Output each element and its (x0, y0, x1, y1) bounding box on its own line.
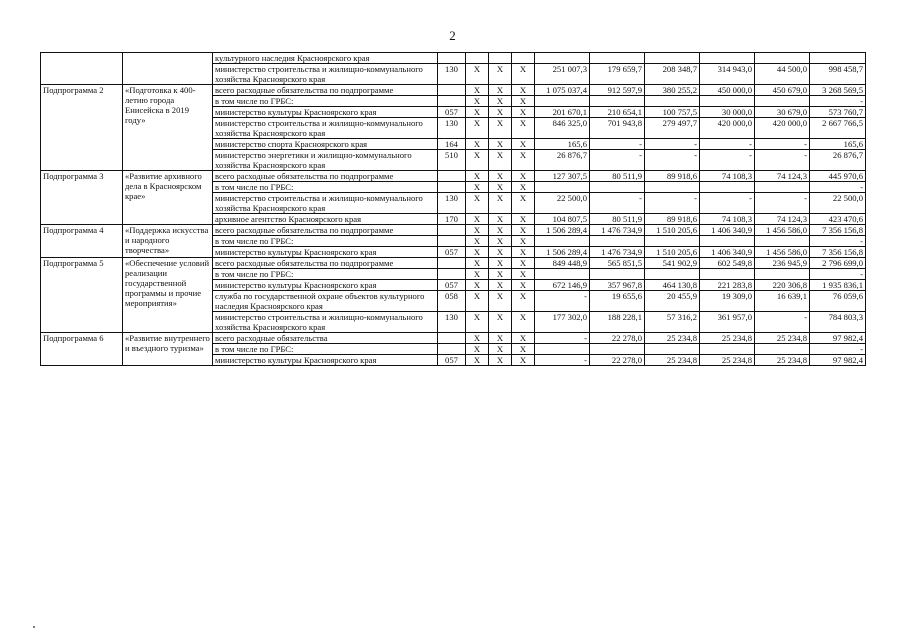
year-value-cell: 80 511,9 (590, 214, 645, 225)
ministry-label-cell: министерство строительства и жилищно-коммунального хозяйства Красноярского края (213, 193, 438, 214)
year-value-cell: 236 945,9 (755, 258, 810, 269)
year-value-cell: 201 670,1 (535, 107, 590, 118)
year-value-cell: - (645, 150, 700, 171)
year-value-cell: 74 124,3 (755, 214, 810, 225)
x-mark-cell: X (466, 85, 489, 96)
total-value-cell: - (810, 344, 866, 355)
ministry-label-cell: министерство культуры Красноярского края (213, 355, 438, 366)
year-value-cell: 19 309,0 (700, 291, 755, 312)
year-value-cell: 1 510 205,6 (645, 247, 700, 258)
grbs-code-cell: 164 (438, 139, 466, 150)
x-mark-cell: X (489, 247, 512, 258)
year-value-cell: 104 807,5 (535, 214, 590, 225)
total-value-cell: 784 803,3 (810, 312, 866, 333)
subprogram-id-cell: Подпрограмма 3 (41, 171, 123, 225)
year-value-cell: 57 316,2 (645, 312, 700, 333)
x-mark-cell: X (466, 247, 489, 258)
total-value-cell: - (810, 269, 866, 280)
x-mark-cell: X (489, 118, 512, 139)
grbs-code-cell (438, 171, 466, 182)
total-value-cell: 423 470,6 (810, 214, 866, 225)
x-mark-cell: X (512, 344, 535, 355)
year-value-cell: 1 506 289,4 (535, 225, 590, 236)
table-row (41, 85, 866, 96)
total-value-cell: - (810, 236, 866, 247)
year-value-cell (535, 269, 590, 280)
total-value-cell: 1 935 836,1 (810, 280, 866, 291)
x-mark-cell: X (489, 312, 512, 333)
x-mark-cell: X (489, 64, 512, 85)
year-value-cell: 74 108,3 (700, 214, 755, 225)
x-mark-cell: X (489, 150, 512, 171)
grbs-code-cell (438, 85, 466, 96)
year-value-cell (645, 269, 700, 280)
x-mark-cell: X (489, 258, 512, 269)
year-value-cell: 22 500,0 (535, 193, 590, 214)
x-mark-cell: X (489, 214, 512, 225)
subprogram-name-cell: «Развитие архивного дела в Красноярском крае» (123, 171, 213, 225)
subprogram-id-cell: Подпрограмма 5 (41, 258, 123, 333)
table-row (41, 258, 866, 269)
year-value-cell: - (755, 150, 810, 171)
year-value-cell: 420 000,0 (755, 118, 810, 139)
year-value-cell: - (590, 150, 645, 171)
x-mark-cell: X (512, 312, 535, 333)
x-mark-cell: X (466, 171, 489, 182)
grbs-code-cell: 130 (438, 64, 466, 85)
year-value-cell (535, 96, 590, 107)
x-mark-cell: X (466, 344, 489, 355)
year-value-cell: 565 851,5 (590, 258, 645, 269)
x-mark-cell: X (489, 85, 512, 96)
year-value-cell: 100 757,5 (645, 107, 700, 118)
year-value-cell: 450 000,0 (700, 85, 755, 96)
subprogram-id-cell: Подпрограмма 6 (41, 333, 123, 366)
year-value-cell: 80 511,9 (590, 171, 645, 182)
x-mark-cell: X (489, 333, 512, 344)
empty-cell (512, 53, 535, 64)
x-mark-cell: X (512, 333, 535, 344)
year-value-cell: - (755, 193, 810, 214)
x-mark-cell: X (489, 269, 512, 280)
ministry-label-cell: министерство строительства и жилищно-коммунального хозяйства Красноярского края (213, 118, 438, 139)
x-mark-cell: X (466, 280, 489, 291)
year-value-cell: 672 146,9 (535, 280, 590, 291)
x-mark-cell: X (466, 333, 489, 344)
year-value-cell (590, 96, 645, 107)
table-row (41, 225, 866, 236)
grbs-code-cell (438, 96, 466, 107)
table-row (41, 333, 866, 344)
x-mark-cell: X (489, 280, 512, 291)
year-value-cell (700, 236, 755, 247)
year-value-cell: 89 918,6 (645, 214, 700, 225)
grbs-code-cell: 510 (438, 150, 466, 171)
subprogram-name-cell: «Поддержка искусства и народного творчества» (123, 225, 213, 258)
ministry-label-cell: министерство строительства и жилищно-коммунального хозяйства Красноярского края (213, 64, 438, 85)
year-value-cell: 188 228,1 (590, 312, 645, 333)
total-value-cell: 165,6 (810, 139, 866, 150)
ministry-label-cell: министерство культуры Красноярского края (213, 247, 438, 258)
grbs-code-cell (438, 225, 466, 236)
year-value-cell (645, 344, 700, 355)
year-value-cell: - (590, 193, 645, 214)
grbs-code-cell (438, 344, 466, 355)
ministry-label-cell: в том числе по ГРБС: (213, 344, 438, 355)
year-value-cell: 849 448,9 (535, 258, 590, 269)
year-value-cell (645, 236, 700, 247)
subprogram-name-cell: «Развитие внутреннего и въездного туризма» (123, 333, 213, 366)
x-mark-cell: X (466, 291, 489, 312)
year-value-cell: 74 108,3 (700, 171, 755, 182)
x-mark-cell: X (489, 107, 512, 118)
grbs-code-cell: 170 (438, 214, 466, 225)
subprogram-id-cell: Подпрограмма 2 (41, 85, 123, 171)
year-value-cell: 165,6 (535, 139, 590, 150)
year-value-cell: 30 000,0 (700, 107, 755, 118)
year-value-cell: 210 654,1 (590, 107, 645, 118)
x-mark-cell: X (512, 247, 535, 258)
year-value-cell (755, 182, 810, 193)
x-mark-cell: X (512, 107, 535, 118)
year-value-cell (645, 182, 700, 193)
x-mark-cell: X (466, 107, 489, 118)
year-value-cell: 127 307,5 (535, 171, 590, 182)
grbs-code-cell: 130 (438, 312, 466, 333)
year-value-cell: 380 255,2 (645, 85, 700, 96)
year-value-cell: 1 476 734,9 (590, 225, 645, 236)
empty-cell (645, 53, 700, 64)
year-value-cell (755, 344, 810, 355)
ministry-label-cell: министерство культуры Красноярского края (213, 280, 438, 291)
grbs-code-cell: 057 (438, 280, 466, 291)
year-value-cell: 25 234,8 (645, 355, 700, 366)
year-value-cell: - (535, 355, 590, 366)
year-value-cell: - (645, 193, 700, 214)
year-value-cell: - (535, 333, 590, 344)
x-mark-cell: X (512, 182, 535, 193)
total-value-cell: 97 982,4 (810, 333, 866, 344)
x-mark-cell: X (489, 355, 512, 366)
total-value-cell: - (810, 96, 866, 107)
x-mark-cell: X (489, 96, 512, 107)
table-row (41, 53, 866, 64)
year-value-cell: 25 234,8 (645, 333, 700, 344)
x-mark-cell: X (512, 171, 535, 182)
subprogram-name-cell (123, 53, 213, 85)
year-value-cell: 221 283,8 (700, 280, 755, 291)
ministry-label-cell: в том числе по ГРБС: (213, 96, 438, 107)
year-value-cell: - (645, 139, 700, 150)
year-value-cell: - (700, 193, 755, 214)
year-value-cell: 314 943,0 (700, 64, 755, 85)
year-value-cell (535, 344, 590, 355)
year-value-cell: 220 306,8 (755, 280, 810, 291)
ministry-label-cell: всего расходные обязательства по подпрограмме (213, 85, 438, 96)
year-value-cell: 22 278,0 (590, 333, 645, 344)
year-value-cell: 1 075 037,4 (535, 85, 590, 96)
year-value-cell (755, 96, 810, 107)
year-value-cell (755, 269, 810, 280)
year-value-cell: 25 234,8 (755, 355, 810, 366)
year-value-cell (535, 236, 590, 247)
empty-cell (466, 53, 489, 64)
x-mark-cell: X (489, 344, 512, 355)
year-value-cell: - (755, 139, 810, 150)
grbs-code-cell (438, 182, 466, 193)
year-value-cell: 846 325,0 (535, 118, 590, 139)
x-mark-cell: X (512, 280, 535, 291)
total-value-cell: 22 500,0 (810, 193, 866, 214)
x-mark-cell: X (512, 96, 535, 107)
table-row (41, 171, 866, 182)
total-value-cell: 7 356 156,8 (810, 225, 866, 236)
year-value-cell: 1 476 734,9 (590, 247, 645, 258)
x-mark-cell: X (466, 150, 489, 171)
year-value-cell: 361 957,0 (700, 312, 755, 333)
empty-cell (700, 53, 755, 64)
x-mark-cell: X (466, 96, 489, 107)
year-value-cell: 602 549,8 (700, 258, 755, 269)
ministry-label-cell: архивное агентство Красноярского края (213, 214, 438, 225)
ministry-label-cell: в том числе по ГРБС: (213, 182, 438, 193)
x-mark-cell: X (466, 236, 489, 247)
grbs-code-cell (438, 333, 466, 344)
total-value-cell: 2 796 699,0 (810, 258, 866, 269)
grbs-code-cell: 057 (438, 355, 466, 366)
ministry-label-cell: культурного наследия Красноярского края (213, 53, 438, 64)
x-mark-cell: X (512, 291, 535, 312)
ministry-label-cell: всего расходные обязательства по подпрограмме (213, 225, 438, 236)
budget-table-body (41, 53, 866, 366)
grbs-code-cell: 057 (438, 247, 466, 258)
year-value-cell: 1 406 340,9 (700, 225, 755, 236)
year-value-cell: 25 234,8 (700, 333, 755, 344)
year-value-cell (700, 182, 755, 193)
year-value-cell: 464 130,8 (645, 280, 700, 291)
year-value-cell: 1 456 586,0 (755, 225, 810, 236)
year-value-cell: 19 655,6 (590, 291, 645, 312)
year-value-cell: 16 639,1 (755, 291, 810, 312)
x-mark-cell: X (466, 225, 489, 236)
year-value-cell (590, 344, 645, 355)
year-value-cell (535, 182, 590, 193)
x-mark-cell: X (512, 269, 535, 280)
x-mark-cell: X (512, 225, 535, 236)
year-value-cell (645, 96, 700, 107)
x-mark-cell: X (512, 193, 535, 214)
year-value-cell (700, 96, 755, 107)
x-mark-cell: X (512, 64, 535, 85)
year-value-cell: 541 902,9 (645, 258, 700, 269)
x-mark-cell: X (512, 355, 535, 366)
year-value-cell: 279 497,7 (645, 118, 700, 139)
x-mark-cell: X (512, 258, 535, 269)
grbs-code-cell (438, 236, 466, 247)
subprogram-id-cell: Подпрограмма 4 (41, 225, 123, 258)
year-value-cell: 450 679,0 (755, 85, 810, 96)
year-value-cell: - (590, 139, 645, 150)
year-value-cell (755, 236, 810, 247)
empty-cell (590, 53, 645, 64)
empty-cell (755, 53, 810, 64)
year-value-cell: 25 234,8 (755, 333, 810, 344)
year-value-cell: 177 302,0 (535, 312, 590, 333)
year-value-cell: 26 876,7 (535, 150, 590, 171)
total-value-cell: 445 970,6 (810, 171, 866, 182)
year-value-cell: 25 234,8 (700, 355, 755, 366)
year-value-cell (590, 182, 645, 193)
scan-speck (33, 626, 35, 628)
year-value-cell (590, 269, 645, 280)
year-value-cell: - (535, 291, 590, 312)
year-value-cell: 420 000,0 (700, 118, 755, 139)
year-value-cell: 1 456 586,0 (755, 247, 810, 258)
x-mark-cell: X (489, 182, 512, 193)
x-mark-cell: X (512, 214, 535, 225)
total-value-cell: 97 982,4 (810, 355, 866, 366)
page-number: 2 (449, 28, 456, 43)
grbs-code-cell (438, 269, 466, 280)
total-value-cell: 7 356 156,8 (810, 247, 866, 258)
total-value-cell: 26 876,7 (810, 150, 866, 171)
total-value-cell: 573 760,7 (810, 107, 866, 118)
ministry-label-cell: министерство строительства и жилищно-коммунального хозяйства Красноярского края (213, 312, 438, 333)
x-mark-cell: X (466, 214, 489, 225)
subprogram-name-cell: «Обеспечение условий реализации государственной программы и прочие мероприятия» (123, 258, 213, 333)
x-mark-cell: X (489, 139, 512, 150)
total-value-cell: 3 268 569,5 (810, 85, 866, 96)
ministry-label-cell: министерство энергетики и жилищно-коммунального хозяйства Красноярского края (213, 150, 438, 171)
x-mark-cell: X (466, 312, 489, 333)
year-value-cell: 701 943,8 (590, 118, 645, 139)
x-mark-cell: X (512, 118, 535, 139)
year-value-cell (700, 344, 755, 355)
subprogram-id-cell (41, 53, 123, 85)
x-mark-cell: X (466, 182, 489, 193)
year-value-cell (700, 269, 755, 280)
empty-cell (489, 53, 512, 64)
x-mark-cell: X (466, 118, 489, 139)
total-value-cell: 2 667 766,5 (810, 118, 866, 139)
grbs-code-cell: 130 (438, 118, 466, 139)
x-mark-cell: X (512, 150, 535, 171)
empty-cell (438, 53, 466, 64)
year-value-cell: 357 967,8 (590, 280, 645, 291)
ministry-label-cell: всего расходные обязательства по подпрограмме (213, 171, 438, 182)
year-value-cell: 44 500,0 (755, 64, 810, 85)
x-mark-cell: X (466, 269, 489, 280)
year-value-cell: - (700, 139, 755, 150)
year-value-cell: 74 124,3 (755, 171, 810, 182)
x-mark-cell: X (489, 291, 512, 312)
x-mark-cell: X (512, 85, 535, 96)
grbs-code-cell: 058 (438, 291, 466, 312)
year-value-cell: 30 679,0 (755, 107, 810, 118)
ministry-label-cell: всего расходные обязательства (213, 333, 438, 344)
total-value-cell: 76 059,6 (810, 291, 866, 312)
total-value-cell: - (810, 182, 866, 193)
x-mark-cell: X (489, 171, 512, 182)
ministry-label-cell: в том числе по ГРБС: (213, 236, 438, 247)
subprogram-name-cell: «Подготовка к 400-летию города Енисейска в 2019 году» (123, 85, 213, 171)
year-value-cell: 208 348,7 (645, 64, 700, 85)
grbs-code-cell: 057 (438, 107, 466, 118)
ministry-label-cell: в том числе по ГРБС: (213, 269, 438, 280)
year-value-cell (590, 236, 645, 247)
ministry-label-cell: служба по государственной охране объектов культурного наследия Красноярского края (213, 291, 438, 312)
x-mark-cell: X (489, 236, 512, 247)
grbs-code-cell: 130 (438, 193, 466, 214)
x-mark-cell: X (466, 139, 489, 150)
empty-cell (535, 53, 590, 64)
year-value-cell: 179 659,7 (590, 64, 645, 85)
year-value-cell: 1 506 289,4 (535, 247, 590, 258)
x-mark-cell: X (466, 64, 489, 85)
year-value-cell: 251 007,3 (535, 64, 590, 85)
x-mark-cell: X (489, 225, 512, 236)
empty-cell (810, 53, 866, 64)
x-mark-cell: X (489, 193, 512, 214)
year-value-cell: - (755, 312, 810, 333)
ministry-label-cell: всего расходные обязательства по подпрограмме (213, 258, 438, 269)
total-value-cell: 998 458,7 (810, 64, 866, 85)
year-value-cell: - (700, 150, 755, 171)
grbs-code-cell (438, 258, 466, 269)
ministry-label-cell: министерство спорта Красноярского края (213, 139, 438, 150)
year-value-cell: 1 406 340,9 (700, 247, 755, 258)
year-value-cell: 20 455,9 (645, 291, 700, 312)
x-mark-cell: X (512, 139, 535, 150)
year-value-cell: 89 918,6 (645, 171, 700, 182)
x-mark-cell: X (466, 258, 489, 269)
x-mark-cell: X (466, 355, 489, 366)
ministry-label-cell: министерство культуры Красноярского края (213, 107, 438, 118)
year-value-cell: 912 597,9 (590, 85, 645, 96)
year-value-cell: 22 278,0 (590, 355, 645, 366)
budget-table (40, 52, 866, 366)
year-value-cell: 1 510 205,6 (645, 225, 700, 236)
x-mark-cell: X (466, 193, 489, 214)
x-mark-cell: X (512, 236, 535, 247)
